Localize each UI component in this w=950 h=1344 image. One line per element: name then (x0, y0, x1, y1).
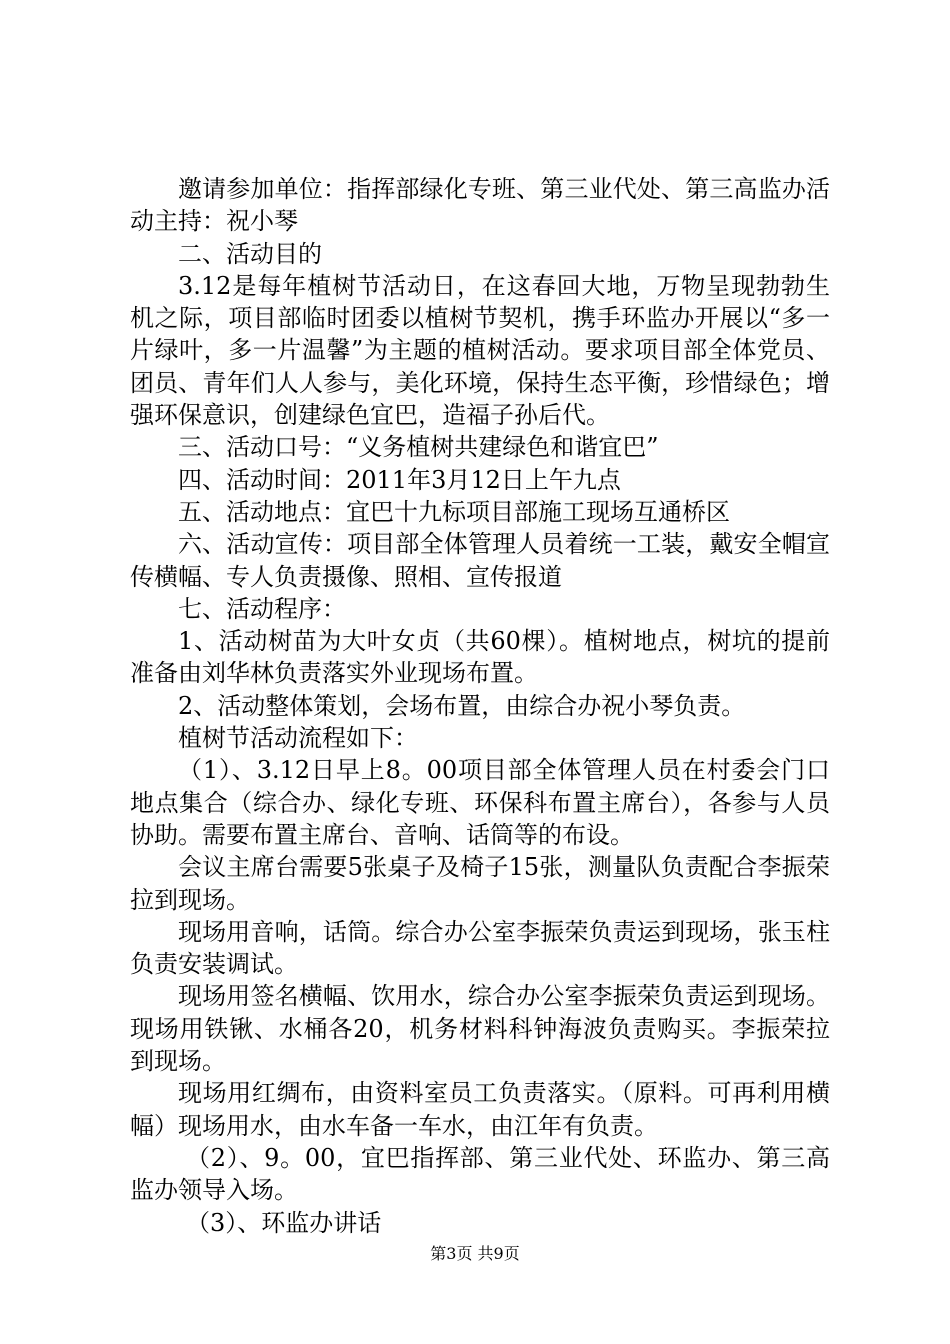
heading-activity-location: 五、活动地点：宜巴十九标项目部施工现场互通桥区 (178, 497, 730, 526)
paragraph-invited-units: 邀请参加单位：指挥部绿化专班、第三业代处、第三高监办活动主持：祝小琴 (130, 175, 830, 236)
paragraph-audio-equipment: 现场用音响，话筒。综合办公室李振荣负责运到现场，张玉柱负责安装调试。 (130, 917, 830, 979)
paragraph-flow-step-2: （2）、9。00，宜巴指挥部、第三业代处、环监办、第三高监办领导入场。 (130, 1143, 830, 1205)
document-body (130, 173, 830, 1239)
paragraph-red-silk-water: 现场用红绸布，由资料室员工负责落实。（原料。可再利用横幅）现场用水，由水车备一车水，由江年有负责。 (130, 1079, 830, 1140)
paragraph-banners-water-tools: 现场用签名横幅、饮用水，综合办公室李振荣负责运到现场。现场用铁锹、水桶各20，机务材料科钟海波负责购买。李振荣拉到现场。 (130, 982, 830, 1076)
paragraph-tables-chairs: 会议主席台需要5张桌子及椅子15张，测量队负责配合李振荣拉到现场。 (130, 853, 830, 914)
page-number-footer: 第3页 共9页 (430, 1244, 520, 1263)
paragraph-activity-publicity: 六、活动宣传：项目部全体管理人员着统一工装，戴安全帽宣传横幅、专人负责摄像、照相、宣传报道 (130, 530, 830, 591)
paragraph-procedure-item-2: 2、活动整体策划，会场布置，由综合办祝小琴负责。 (178, 691, 746, 720)
heading-activity-time: 四、活动时间：2011年3月12日上午九点 (178, 465, 621, 494)
paragraph-purpose-text: 3.12是每年植树节活动日，在这春回大地，万物呈现勃勃生机之际，项目部临时团委以植树节契机，携手环监办开展以“多一片绿叶，多一片温馨”为主题的植树活动。要求项目部全体党员、团员、青年们人人参与，美化环境，保持生态平衡，珍惜绿色；增强环保意识，创建绿色宜巴，造福子孙后代。 (130, 271, 830, 430)
paragraph-flow-step-3: （3）、环监办讲话 (186, 1208, 382, 1237)
paragraph-flow-step-1: （1）、3.12日早上8。00项目部全体管理人员在村委会门口地点集合（综合办、绿化专班、环保科布置主席台），各参与人员协助。需要布置主席台、音响、话筒等的布设。 (130, 756, 830, 849)
heading-activity-procedure: 七、活动程序： (178, 594, 346, 623)
paragraph-flow-intro: 植树节活动流程如下： (178, 724, 418, 753)
heading-activity-purpose: 二、活动目的 (178, 239, 322, 268)
paragraph-procedure-item-1: 1、活动树苗为大叶女贞（共60棵）。植树地点，树坑的提前准备由刘华林负责落实外业现场布置。 (130, 627, 830, 688)
heading-activity-slogan: 三、活动口号：“义务植树共建绿色和谐宜巴” (178, 433, 659, 462)
